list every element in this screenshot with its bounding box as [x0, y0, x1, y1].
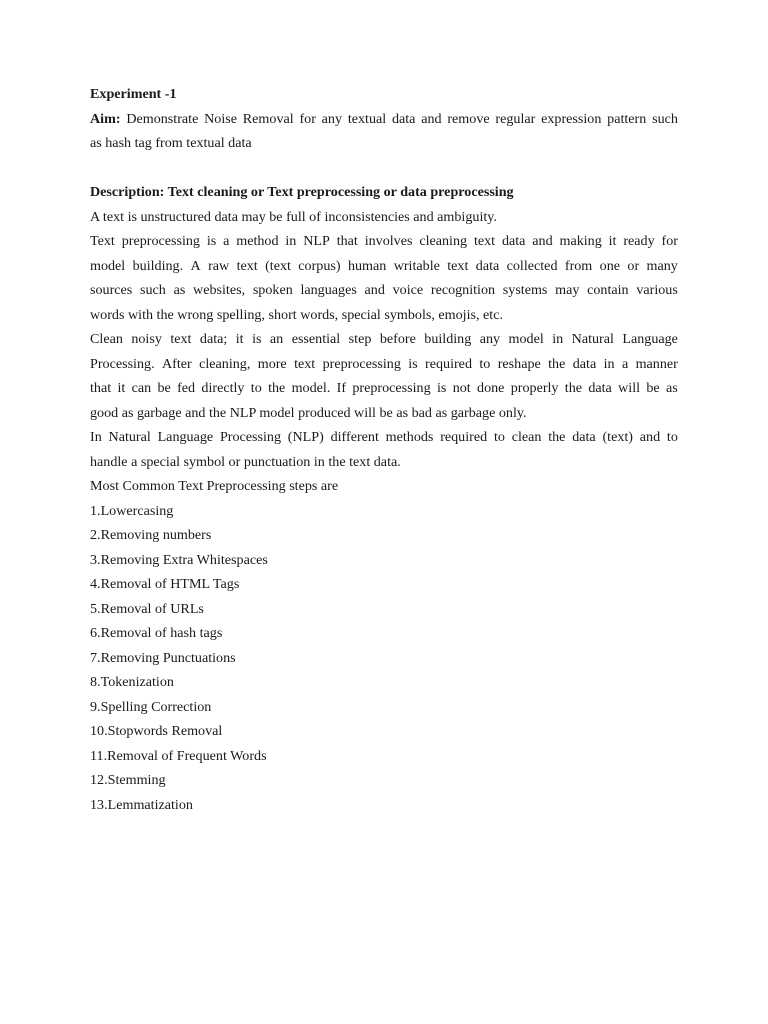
step-item: 10.Stopwords Removal — [90, 723, 223, 739]
paragraph-4-line-1: In Natural Language Processing (NLP) different methods required to clean the data (text) and to — [90, 429, 678, 445]
step-item: 4.Removal of HTML Tags — [90, 576, 240, 592]
description-heading: Description: Text cleaning or Text preprocessing or data preprocessing — [90, 184, 514, 200]
step-item: 12.Stemming — [90, 772, 166, 788]
paragraph-1-line-1: A text is unstructured data may be full of inconsistencies and ambiguity. — [90, 208, 497, 225]
document-body — [90, 82, 678, 817]
paragraph-3-line-1: Clean noisy text data; it is an essential step before building any model in Natural Language — [90, 331, 678, 347]
step-item: 7.Removing Punctuations — [90, 649, 236, 666]
paragraph-2-line-3: sources such as websites, spoken languages and voice recognition systems may contain various — [90, 282, 678, 298]
aim-line-2: as hash tag from textual data — [90, 135, 252, 151]
list-intro: Most Common Text Preprocessing steps are — [90, 478, 339, 494]
step-item: 13.Lemmatization — [90, 796, 193, 813]
paragraph-2-line-2: model building. A raw text (text corpus) human writable text data collected from one or many — [90, 257, 678, 274]
description-paragraphs — [90, 205, 678, 475]
step-item: 6.Removal of hash tags — [90, 625, 223, 641]
step-item: 3.Removing Extra Whitespaces — [90, 551, 268, 568]
experiment-title: Experiment -1 — [90, 86, 177, 102]
preprocessing-steps-list — [90, 499, 678, 818]
step-item: 11.Removal of Frequent Words — [90, 747, 267, 764]
step-item: 5.Removal of URLs — [90, 600, 204, 617]
aim-line-1: Aim: Demonstrate Noise Removal for any textual data and remove regular expression pattern such — [90, 107, 678, 132]
spacer — [90, 156, 678, 181]
paragraph-3-line-4: good as garbage and the NLP model produced will be as bad as garbage only. — [90, 404, 527, 421]
step-item: 8.Tokenization — [90, 674, 174, 690]
paragraph-2-line-1: Text preprocessing is a method in NLP that involves cleaning text data and making it ready for — [90, 233, 678, 249]
step-item: 2.Removing numbers — [90, 527, 212, 543]
paragraph-3-line-3: that it can be fed directly to the model. If preprocessing is not done properly the data will be as — [90, 380, 678, 396]
paragraph-2-line-4: words with the wrong spelling, short words, special symbols, emojis, etc. — [90, 306, 503, 323]
step-item: 1.Lowercasing — [90, 502, 174, 519]
paragraph-4-line-2: handle a special symbol or punctuation in the text data. — [90, 453, 401, 470]
step-item: 9.Spelling Correction — [90, 698, 212, 715]
paragraph-3-line-2: Processing. After cleaning, more text preprocessing is required to reshape the data in a manner — [90, 355, 678, 372]
aim-label: Aim: — [90, 110, 121, 127]
